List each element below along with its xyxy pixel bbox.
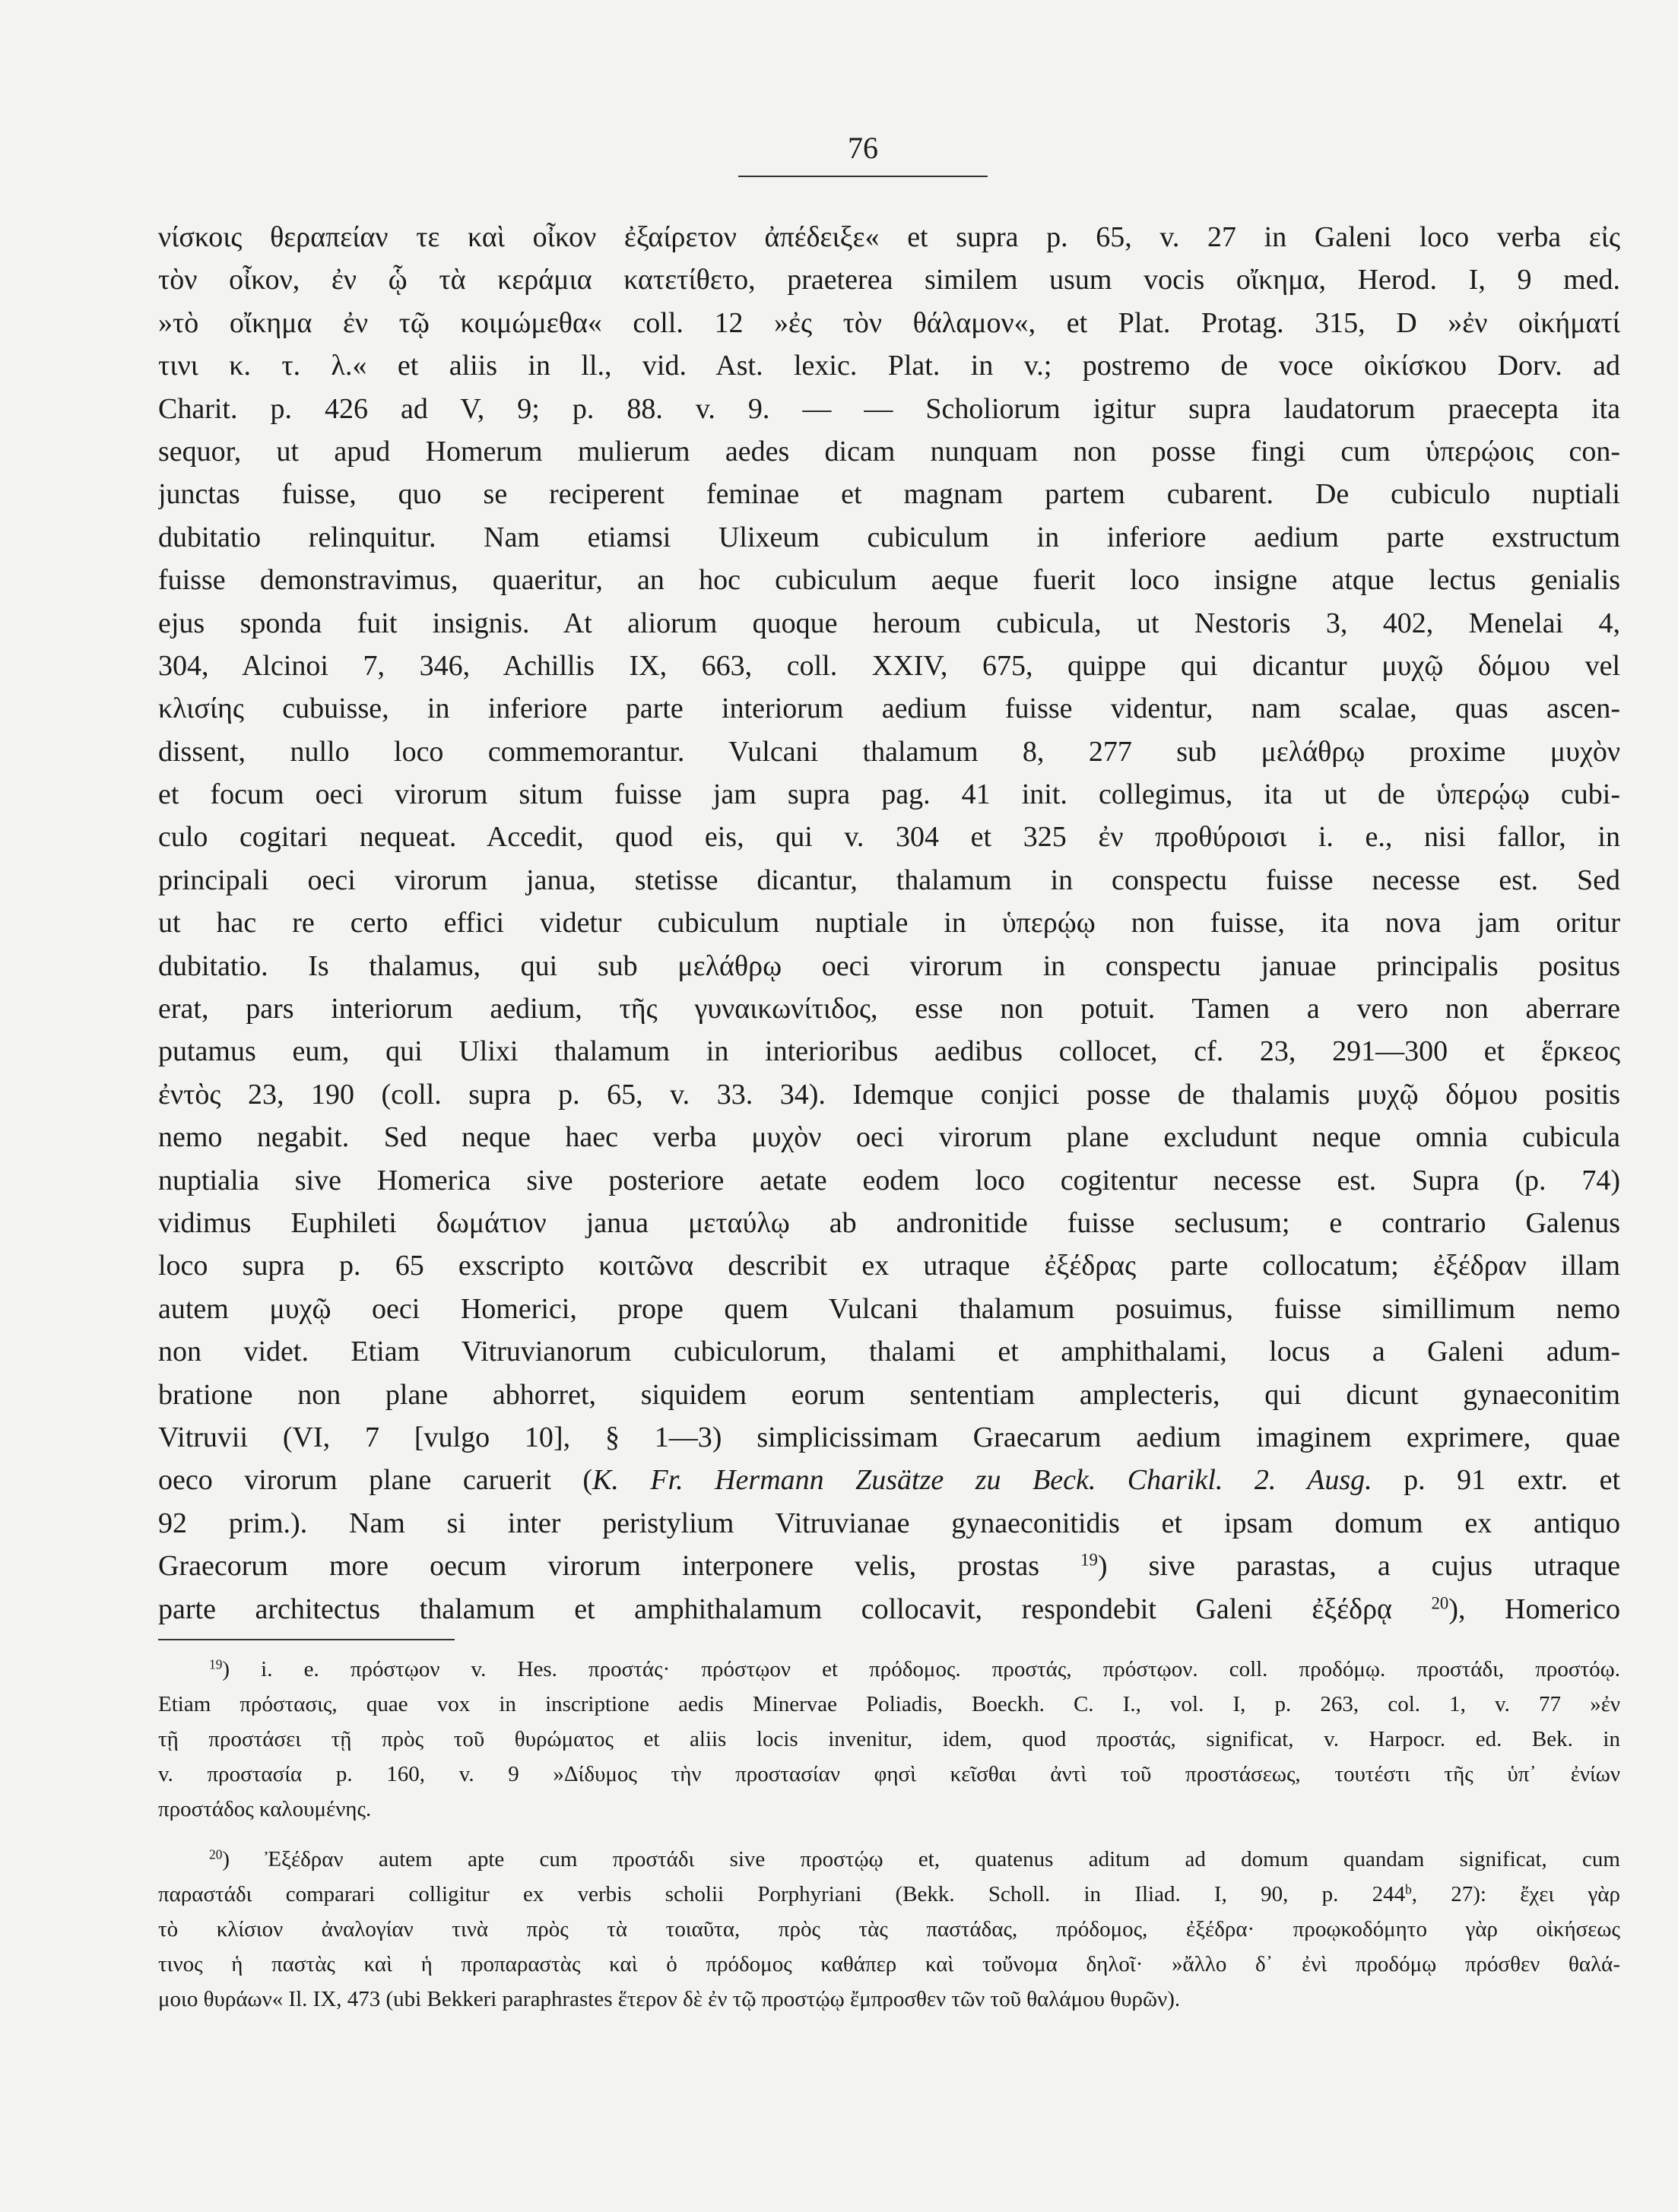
text-line: νίσκοις θεραπείαν τε καὶ οἶκον ἐξαίρετον ἀπέδειξε« et supra p. 65, v. 27 in Galeni loco verba εἰς [158,221,1620,253]
page-superscript: b [1405,1881,1412,1897]
footnote-marker-close: ) [222,1847,230,1871]
footnote-19 [158,1652,1620,1827]
text-line: et focum oeci virorum situm fuisse jam supra pag. 41 init. collegimus, ita ut de ὑπερῴῳ cubi- [158,778,1620,811]
text-line: Charit. p. 426 ad V, 9; p. 88. v. 9. — — Scholiorum igitur supra laudatorum praecepta ita [158,392,1620,425]
text-segment: sive parastas, a cujus utraque [1107,1550,1620,1583]
text-line: dubitatio relinquitur. Nam etiamsi Ulixeum cubiculum in inferiore aedium parte exstructum [158,521,1620,553]
text-line: sequor, ut apud Homerum mulierum aedes dicam nunquam non posse fingi cum ὑπερῴοις con- [158,435,1620,467]
footnote-ref-close: ) [1448,1592,1458,1625]
text-segment: , 27): ἔχει γὰρ [1411,1882,1620,1906]
citation-title: K. Fr. Hermann Zusätze zu Beck. Charikl. 2. Ausg. [592,1464,1372,1497]
text-line: ejus sponda fuit insignis. At aliorum quoque heroum cubicula, ut Nestoris 3, 402, Menelai 4, [158,607,1620,639]
footnote-20 [158,1842,1620,2017]
text-segment: oeco virorum plane caruerit ( [158,1464,593,1497]
footnote-line: τινος ἡ παστὰς καὶ ἡ προπαραστὰς καὶ ὁ πρόδομος καθάπερ καὶ τοὔνομα δηλοῖ· »ἄλλο δ᾽ ἐνὶ προδόμῳ πρόσθεν θαλά- [158,1952,1620,1976]
text-line: dissent, nullo loco commemorantur. Vulcani thalamum 8, 277 sub μελάθρῳ proxime μυχὸν [158,735,1620,768]
text-line: autem μυχῷ oeci Homerici, prope quem Vulcani thalamum posuimus, fuisse simillimum nemo [158,1292,1620,1325]
footnote-ref-20: 20 [1431,1592,1449,1612]
text-line: 304, Alcinoi 7, 346, Achillis IX, 663, coll. XXIV, 675, quippe qui dicantur μυχῷ δόμου vel [158,649,1620,682]
text-segment: παραστάδι comparari colligitur ex verbis scholii Porphyriani (Bekk. Scholl. in Iliad. I, 90, p. 244 [158,1882,1406,1906]
text-line: culo cogitari nequeat. Accedit, quod eis, qui v. 304 et 325 ἐν προθύροισι i. e., nisi fallor, in [158,821,1620,854]
text-segment: Graecorum more oecum virorum interponere velis, prostas [158,1550,1081,1583]
text-line: vidimus Euphileti δωμάτιον janua μεταύλῳ ab andronitide fuisse seclusum; e contrario Galenus [158,1206,1620,1239]
header-rule [738,176,988,177]
footnote-line: μοιο θυράων« Il. IX, 473 (ubi Bekkeri paraphrastes ἕτερον δὲ ἐν τῷ προστῴῳ ἔμπροσθεν τῶν τοῦ θαλάμου θυρῶν). [158,1987,1181,2011]
page-number: 76 [848,131,878,165]
footnote-marker: 19 [209,1656,223,1672]
footnote-marker: 20 [209,1846,223,1862]
text-line: ut hac re certo effici videtur cubiculum nuptiale in ὑπερῴῳ non fuisse, ita nova jam oritur [158,907,1620,940]
text-line: fuisse demonstravimus, quaeritur, an hoc cubiculum aeque fuerit loco insigne atque lectus genialis [158,564,1620,597]
text-line: loco supra p. 65 exscripto κοιτῶνα describit ex utraque ἐξέδρας parte collocatum; ἐξέδραν illam [158,1250,1620,1282]
text-line: putamus eum, qui Ulixi thalamum in interioribus aedibus collocet, cf. 23, 291—300 et ἕρκεος [158,1035,1620,1068]
footnote-rule [158,1639,455,1640]
text-line: »τὸ οἴκημα ἐν τῷ κοιμώμεθα« coll. 12 »ἐς τὸν θάλαμον«, et Plat. Protag. 315, D »ἐν οἰκήματί [158,306,1620,339]
text-line: nemo negabit. Sed neque haec verba μυχὸν oeci virorum plane excludunt neque omnia cubicula [158,1121,1620,1154]
text-segment: , Homerico [1458,1592,1620,1625]
footnote-line: v. προστασία p. 160, v. 9 »Δίδυμος τὴν προστασίαν φησὶ κεῖσθαι ἀντὶ τοῦ προστάσεως, τουτέστι τῆς ὑπ᾽ ἐνίων [158,1762,1620,1786]
text-line: ἐντὸς 23, 190 (coll. supra p. 65, v. 33. 34). Idemque conjici posse de thalamis μυχῷ δόμου positis [158,1078,1620,1111]
footnote-line [158,1842,1620,1877]
text-line: erat, pars interiorum aedium, τῆς γυναικωνίτιδος, esse non potuit. Tamen a vero non aberrare [158,993,1620,1025]
text-line: non videt. Etiam Vitruvianorum cubiculorum, thalami et amphithalami, locus a Galeni adum- [158,1336,1620,1368]
footnote-line: τῇ προστάσει τῇ πρὸς τοῦ θυρώματος et aliis locis invenitur, idem, quod προστάς, significat, v. Harpocr. ed. Bek. in [158,1727,1620,1751]
text-line: nuptialia sive Homerica sive posteriore aetate eodem loco cogitentur necesse est. Supra (p. 74) [158,1164,1620,1196]
text-line [158,1588,1620,1630]
text-line: bratione non plane abhorret, siquidem eorum sententiam amplecteris, qui dicunt gynaeconitim [158,1378,1620,1411]
text-line: dubitatio. Is thalamus, qui sub μελάθρῳ oeci virorum in conspectu januae principalis positus [158,949,1620,982]
text-line: κλισίης cubuisse, in inferiore parte interiorum aedium fuisse videntur, nam scalae, quas ascen- [158,692,1620,725]
text-segment: i. e. πρόστῳον v. Hes. προστάς· πρόστῳον et πρόδομος. προστάς, πρόστῳον. coll. προδόμῳ. προστάδι, προστόῳ. [230,1657,1620,1681]
text-line [158,1545,1620,1587]
footnote-ref-close: ) [1097,1550,1108,1583]
text-line: τὸν οἶκον, ἐν ᾧ τὰ κεράμια κατετίθετο, praeterea similem usum vocis οἴκημα, Herod. I, 9 med. [158,264,1620,296]
text-line: Vitruvii (VI, 7 [vulgo 10], § 1—3) simplicissimam Graecarum aedium imaginem exprimere, quae [158,1421,1620,1453]
text-segment: Ἐξέδραν autem apte cum προστάδι sive προστῴῳ et, quatenus aditum ad domum quandam significat, cum [230,1847,1620,1871]
text-line [158,1459,1620,1501]
text-line: principali oeci virorum janua, stetisse dicantur, thalamum in conspectu fuisse necesse est. Sed [158,864,1620,896]
footnote-marker-close: ) [222,1657,230,1681]
footnote-line [158,1652,1620,1687]
footnote-line: Etiam πρόστασις, quae vox in inscriptione aedis Minervae Poliadis, Boeckh. C. I., vol. I, p. 263, col. 1, v. 77 »ἐν [158,1692,1620,1716]
text-segment: parte architectus thalamum et amphithalamum collocavit, respondebit Galeni ἐξέδρᾳ [158,1592,1432,1625]
footnote-ref-19: 19 [1080,1550,1098,1570]
footnote-line: τὸ κλίσιον ἀναλογίαν τινὰ πρὸς τὰ τοιαῦτα, πρὸς τὰς παστάδας, πρόδομος, ἐξέδρα· προῳκοδόμητο γὰρ οἰκήσεως [158,1917,1620,1941]
footnote-line [158,1877,1620,1912]
text-segment: p. 91 extr. et [1372,1464,1620,1497]
text-line: 92 prim.). Nam si inter peristylium Vitruvianae gynaeconitidis et ipsam domum ex antiquo [158,1507,1620,1539]
text-line: junctas fuisse, quo se reciperent feminae et magnam partem cubarent. De cubiculo nuptiali [158,478,1620,511]
text-line: τινι κ. τ. λ.« et aliis in ll., vid. Ast. lexic. Plat. in v.; postremo de voce οἰκίσκου Dorv. ad [158,350,1620,382]
main-text [158,216,1620,1630]
footnote-line: προστάδος καλουμένης. [158,1797,372,1821]
